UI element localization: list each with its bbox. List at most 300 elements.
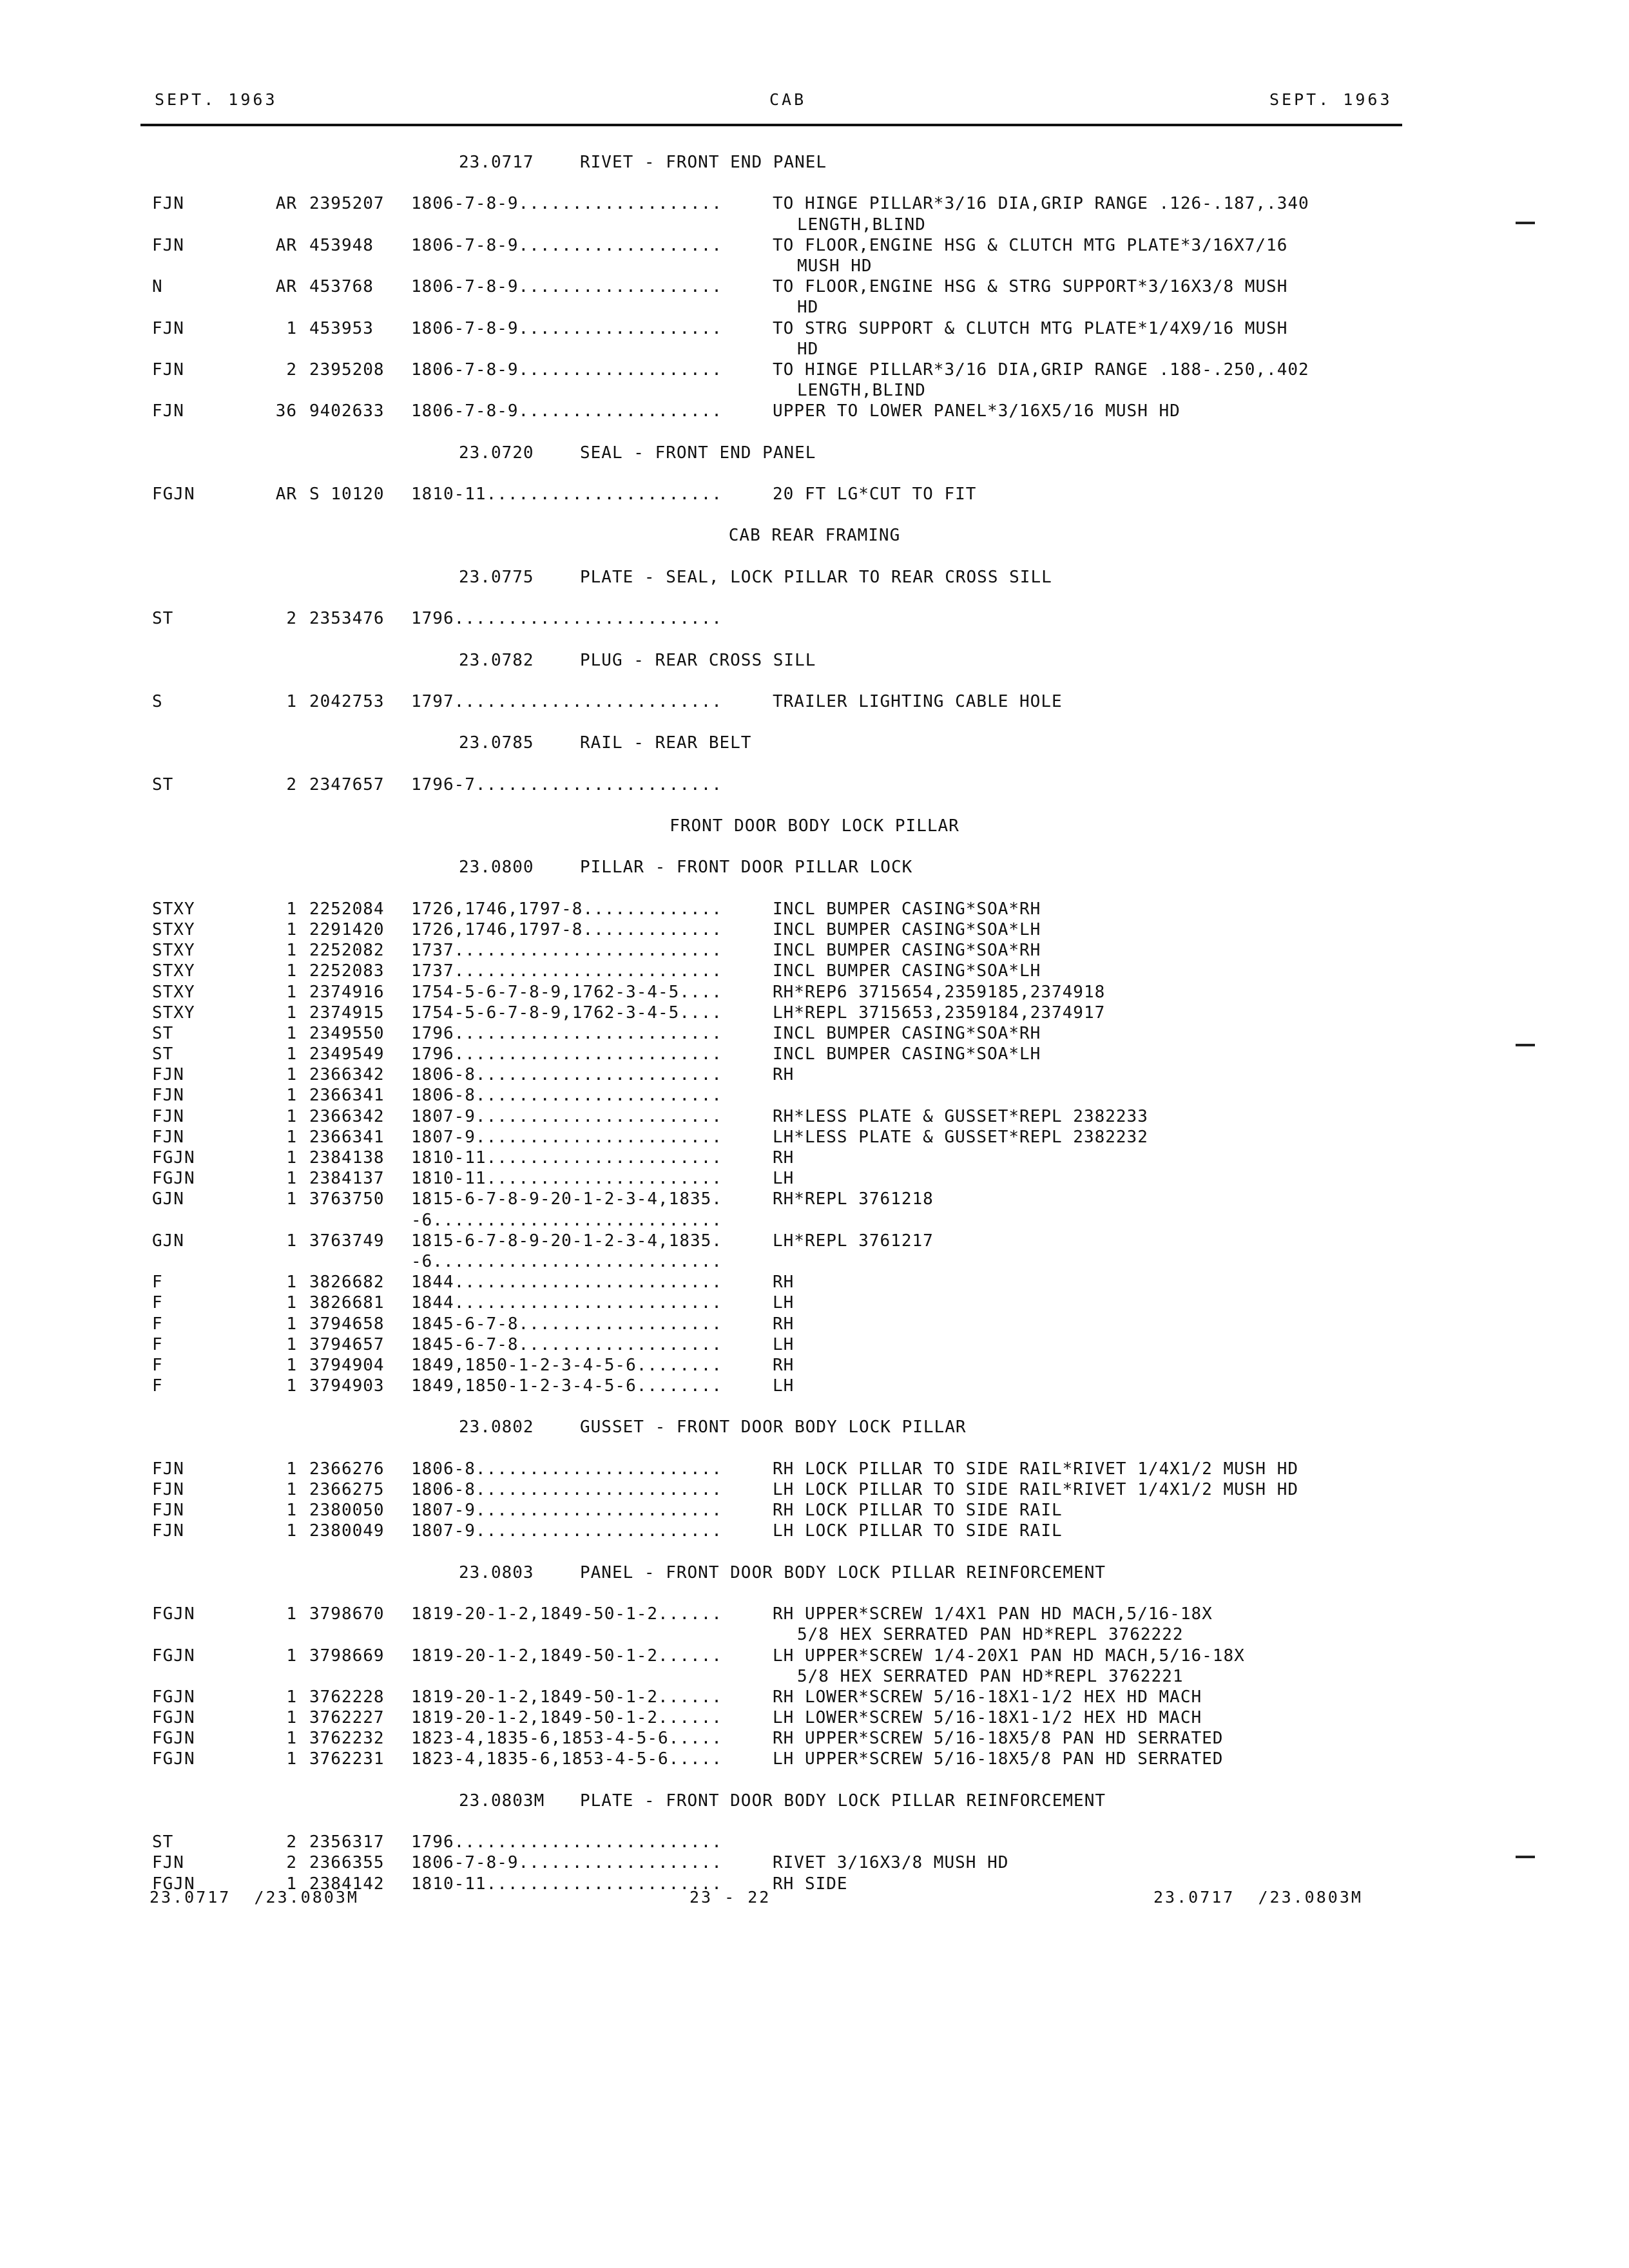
table-row <box>0 608 1629 629</box>
description: TO FLOOR,ENGINE HSG & CLUTCH MTG PLATE*3/16X7/16 <box>773 235 1288 255</box>
table-row <box>0 297 1629 318</box>
quantity: 1 <box>286 1189 297 1209</box>
description: INCL BUMPER CASING*SOA*RH <box>773 1023 1041 1043</box>
table-row <box>0 1376 1629 1396</box>
section-heading: FRONT DOOR BODY LOCK PILLAR <box>670 816 959 836</box>
model-code: FJN <box>152 1853 184 1873</box>
table-row <box>0 1231 1629 1251</box>
table-row <box>0 1852 1629 1873</box>
spacer <box>0 712 1629 733</box>
quantity: 1 <box>286 1749 297 1769</box>
model-code: GJN <box>152 1189 184 1209</box>
table-row <box>0 940 1629 961</box>
model-code: S <box>152 691 163 711</box>
section-number: 23.0775 <box>459 567 534 587</box>
section-title-row <box>0 567 1629 588</box>
section-title: GUSSET - FRONT DOOR BODY LOCK PILLAR <box>580 1418 967 1437</box>
part-number: 2366275 <box>309 1480 385 1499</box>
section-title-row <box>0 650 1629 671</box>
application: 1737......................... <box>411 961 722 981</box>
description-continued: HD <box>797 339 819 359</box>
table-row <box>0 276 1629 297</box>
part-number: 2366355 <box>309 1853 385 1873</box>
section-title: RAIL - REAR BELT <box>580 733 752 753</box>
quantity: 1 <box>286 1314 297 1334</box>
description: LH UPPER*SCREW 5/16-18X5/8 PAN HD SERRATED <box>773 1749 1224 1769</box>
description: RH <box>773 1065 795 1085</box>
application: 1806-7-8-9................... <box>411 277 722 297</box>
description: TO HINGE PILLAR*3/16 DIA,GRIP RANGE .126-.187,.340 <box>773 194 1309 214</box>
application: 1810-11...................... <box>411 1148 722 1168</box>
quantity: 1 <box>286 691 297 711</box>
quantity: 1 <box>286 1355 297 1375</box>
model-code: F <box>152 1334 163 1354</box>
section-heading: CAB REAR FRAMING <box>728 526 901 546</box>
description-continued: 5/8 HEX SERRATED PAN HD*REPL 3762222 <box>797 1625 1184 1645</box>
model-code: FGJN <box>152 1687 195 1707</box>
part-number: 2347657 <box>309 774 385 794</box>
description: INCL BUMPER CASING*SOA*RH <box>773 899 1041 919</box>
table-row <box>0 1314 1629 1334</box>
margin-mark <box>1516 1856 1535 1858</box>
application: 1806-8....................... <box>411 1459 722 1479</box>
application: 1726,1746,1797-8............. <box>411 919 722 939</box>
part-number: 2366342 <box>309 1106 385 1126</box>
description: RH <box>773 1355 795 1375</box>
quantity: 1 <box>286 1127 297 1147</box>
model-code: N <box>152 277 163 297</box>
section-number: 23.0717 <box>459 153 534 172</box>
model-code: ST <box>152 774 174 794</box>
description: LH <box>773 1334 795 1354</box>
model-code: STXY <box>152 919 195 939</box>
table-row <box>0 1666 1629 1687</box>
description-continued: 5/8 HEX SERRATED PAN HD*REPL 3762221 <box>797 1666 1184 1686</box>
table-row <box>0 1251 1629 1272</box>
model-code: STXY <box>152 1003 195 1023</box>
description: RH <box>773 1273 795 1293</box>
model-code: FJN <box>152 1521 184 1541</box>
description: LH LOCK PILLAR TO SIDE RAIL <box>773 1521 1063 1541</box>
part-number: 3794903 <box>309 1376 385 1396</box>
application: 1844......................... <box>411 1293 722 1313</box>
margin-mark <box>1516 1044 1535 1046</box>
model-code: FJN <box>152 360 184 380</box>
description-continued: LENGTH,BLIND <box>797 381 926 401</box>
quantity: 1 <box>286 1065 297 1085</box>
description: LH LOWER*SCREW 5/16-18X1-1/2 HEX HD MACH <box>773 1708 1202 1728</box>
quantity: 2 <box>286 774 297 794</box>
table-row <box>0 318 1629 339</box>
description: RH UPPER*SCREW 1/4X1 PAN HD MACH,5/16-18X <box>773 1604 1213 1624</box>
description: INCL BUMPER CASING*SOA*LH <box>773 1044 1041 1064</box>
description: RH UPPER*SCREW 5/16-18X5/8 PAN HD SERRATED <box>773 1729 1224 1749</box>
description: TO HINGE PILLAR*3/16 DIA,GRIP RANGE .188-.250,.402 <box>773 360 1309 380</box>
part-number: 453948 <box>309 235 374 255</box>
description: RH LOWER*SCREW 5/16-18X1-1/2 HEX HD MACH <box>773 1687 1202 1707</box>
section-title: PLUG - REAR CROSS SILL <box>580 650 816 670</box>
spacer <box>0 671 1629 691</box>
model-code: FJN <box>152 235 184 255</box>
table-row <box>0 401 1629 421</box>
spacer <box>0 878 1629 899</box>
part-number: 2366342 <box>309 1065 385 1085</box>
description: LH*REPL 3761217 <box>773 1231 934 1251</box>
model-code: STXY <box>152 982 195 1002</box>
quantity: 2 <box>286 1853 297 1873</box>
spacer <box>0 588 1629 608</box>
model-code: ST <box>152 1044 174 1064</box>
model-code: F <box>152 1273 163 1293</box>
parts-list <box>0 152 1629 1894</box>
model-code: F <box>152 1293 163 1313</box>
quantity: 2 <box>286 609 297 629</box>
description: LH*LESS PLATE & GUSSET*REPL 2382232 <box>773 1127 1148 1147</box>
application: 1806-7-8-9................... <box>411 318 722 338</box>
quantity: 1 <box>286 982 297 1002</box>
table-row <box>0 899 1629 919</box>
section-number: 23.0785 <box>459 733 534 753</box>
spacer <box>0 753 1629 774</box>
application-continued: -6........................... <box>411 1251 722 1271</box>
application: 1845-6-7-8................... <box>411 1334 722 1354</box>
table-row <box>0 1272 1629 1293</box>
model-code: FJN <box>152 194 184 214</box>
description: RH*REP6 3715654,2359185,2374918 <box>773 982 1106 1002</box>
table-row <box>0 1500 1629 1521</box>
model-code: FJN <box>152 1459 184 1479</box>
application: 1754-5-6-7-8-9,1762-3-4-5.... <box>411 1003 722 1023</box>
spacer <box>0 1438 1629 1459</box>
description: RH <box>773 1148 795 1168</box>
part-number: 2384142 <box>309 1874 385 1894</box>
description: RH*LESS PLATE & GUSSET*REPL 2382233 <box>773 1106 1148 1126</box>
part-number: 3798670 <box>309 1604 385 1624</box>
quantity: 2 <box>286 1832 297 1852</box>
application: 1806-7-8-9................... <box>411 360 722 380</box>
application: 1806-7-8-9................... <box>411 401 722 421</box>
model-code: FJN <box>152 401 184 421</box>
quantity: 1 <box>286 1708 297 1728</box>
application: 1806-7-8-9................... <box>411 1853 722 1873</box>
table-row <box>0 1293 1629 1313</box>
section-title-row <box>0 1417 1629 1437</box>
quantity: 1 <box>286 1334 297 1354</box>
spacer <box>0 1583 1629 1604</box>
quantity: 1 <box>286 1169 297 1189</box>
model-code: F <box>152 1355 163 1375</box>
model-code: FJN <box>152 1127 184 1147</box>
application: 1823-4,1835-6,1853-4-5-6..... <box>411 1729 722 1749</box>
section-number: 23.0800 <box>459 858 534 878</box>
model-code: FGJN <box>152 1874 195 1894</box>
application: 1796......................... <box>411 1023 722 1043</box>
table-row <box>0 1624 1629 1645</box>
header-date-left: SEPT. 1963 <box>155 90 278 109</box>
part-number: 2353476 <box>309 609 385 629</box>
application: 1796-7....................... <box>411 774 722 794</box>
description: INCL BUMPER CASING*SOA*LH <box>773 919 1041 939</box>
application: 1844......................... <box>411 1273 722 1293</box>
quantity: 1 <box>286 941 297 961</box>
model-code: FGJN <box>152 1169 195 1189</box>
application: 1796......................... <box>411 1044 722 1064</box>
spacer <box>0 1770 1629 1791</box>
quantity: 1 <box>286 1646 297 1666</box>
description: RH LOCK PILLAR TO SIDE RAIL*RIVET 1/4X1/2 MUSH HD <box>773 1459 1299 1479</box>
table-row <box>0 1521 1629 1541</box>
section-title-row <box>0 1791 1629 1811</box>
description-continued: HD <box>797 298 819 318</box>
description: UPPER TO LOWER PANEL*3/16X5/16 MUSH HD <box>773 401 1181 421</box>
quantity: 36 <box>275 401 297 421</box>
description-continued: MUSH HD <box>797 256 872 276</box>
quantity: 1 <box>286 1604 297 1624</box>
application: 1806-8....................... <box>411 1480 722 1499</box>
section-number: 23.0802 <box>459 1418 534 1437</box>
table-row <box>0 1044 1629 1064</box>
description: LH UPPER*SCREW 1/4-20X1 PAN HD MACH,5/16-18X <box>773 1646 1245 1666</box>
header-title: CAB <box>769 90 807 109</box>
table-row <box>0 774 1629 795</box>
quantity: 1 <box>286 1148 297 1168</box>
section-title-row <box>0 1562 1629 1583</box>
part-number: 2374915 <box>309 1003 385 1023</box>
quantity: 2 <box>286 360 297 380</box>
table-row <box>0 1148 1629 1168</box>
application: 1815-6-7-8-9-20-1-2-3-4,1835. <box>411 1189 722 1209</box>
application: 1810-11...................... <box>411 1874 722 1894</box>
part-number: 3826681 <box>309 1293 385 1313</box>
part-number: 3763749 <box>309 1231 385 1251</box>
table-row <box>0 1479 1629 1500</box>
part-number: 3762232 <box>309 1729 385 1749</box>
section-title-row <box>0 152 1629 173</box>
model-code: ST <box>152 609 174 629</box>
part-number: 2291420 <box>309 919 385 939</box>
application: 1737......................... <box>411 941 722 961</box>
part-number: 2252084 <box>309 899 385 919</box>
section-title: SEAL - FRONT END PANEL <box>580 443 816 463</box>
application: 1797......................... <box>411 691 722 711</box>
part-number: 2356317 <box>309 1832 385 1852</box>
description: RIVET 3/16X3/8 MUSH HD <box>773 1853 1009 1873</box>
description: INCL BUMPER CASING*SOA*LH <box>773 961 1041 981</box>
quantity: 1 <box>286 1480 297 1499</box>
quantity: 1 <box>286 1874 297 1894</box>
table-row <box>0 1334 1629 1355</box>
part-number: 453768 <box>309 277 374 297</box>
table-row <box>0 1064 1629 1085</box>
model-code: STXY <box>152 941 195 961</box>
application: 1819-20-1-2,1849-50-1-2...... <box>411 1604 722 1624</box>
section-title: RIVET - FRONT END PANEL <box>580 153 827 172</box>
application: 1806-8....................... <box>411 1065 722 1085</box>
quantity: 1 <box>286 919 297 939</box>
table-row <box>0 1106 1629 1127</box>
application: 1823-4,1835-6,1853-4-5-6..... <box>411 1749 722 1769</box>
application: 1849,1850-1-2-3-4-5-6........ <box>411 1376 722 1396</box>
part-number: 2366276 <box>309 1459 385 1479</box>
table-row <box>0 1168 1629 1189</box>
quantity: 1 <box>286 318 297 338</box>
model-code: FJN <box>152 1480 184 1499</box>
table-row <box>0 1728 1629 1749</box>
table-row <box>0 1085 1629 1106</box>
section-title: PANEL - FRONT DOOR BODY LOCK PILLAR REINFORCEMENT <box>580 1562 1106 1582</box>
table-row <box>0 1023 1629 1044</box>
spacer <box>0 836 1629 857</box>
quantity: 1 <box>286 961 297 981</box>
section-title: PLATE - SEAL, LOCK PILLAR TO REAR CROSS SILL <box>580 567 1052 587</box>
application: 1810-11...................... <box>411 485 722 504</box>
description: INCL BUMPER CASING*SOA*RH <box>773 941 1041 961</box>
spacer <box>0 463 1629 484</box>
application: 1806-7-8-9................... <box>411 194 722 214</box>
part-number: 2395208 <box>309 360 385 380</box>
quantity: 1 <box>286 1044 297 1064</box>
application: 1806-8....................... <box>411 1086 722 1106</box>
table-row <box>0 1832 1629 1852</box>
table-row <box>0 193 1629 214</box>
model-code: FGJN <box>152 1148 195 1168</box>
section-title-row <box>0 857 1629 878</box>
application: 1807-9....................... <box>411 1106 722 1126</box>
application: 1807-9....................... <box>411 1501 722 1521</box>
table-row <box>0 1459 1629 1479</box>
spacer <box>0 1811 1629 1832</box>
description: RH LOCK PILLAR TO SIDE RAIL <box>773 1501 1063 1521</box>
table-row <box>0 1127 1629 1148</box>
section-title: PILLAR - FRONT DOOR PILLAR LOCK <box>580 858 913 878</box>
footer-range-right: 23.0717 /23.0803M <box>1153 1888 1363 1907</box>
table-row <box>0 1646 1629 1666</box>
application: 1807-9....................... <box>411 1127 722 1147</box>
table-row <box>0 1707 1629 1728</box>
description: 20 FT LG*CUT TO FIT <box>773 485 977 504</box>
description: RH <box>773 1314 795 1334</box>
quantity: 1 <box>286 1521 297 1541</box>
part-number: 3763750 <box>309 1189 385 1209</box>
part-number: 2395207 <box>309 194 385 214</box>
section-number: 23.0803 <box>459 1562 534 1582</box>
quantity: 1 <box>286 1376 297 1396</box>
spacer <box>0 505 1629 525</box>
model-code: ST <box>152 1832 174 1852</box>
quantity: 1 <box>286 1687 297 1707</box>
quantity: 1 <box>286 1086 297 1106</box>
table-row <box>0 1189 1629 1209</box>
application: 1815-6-7-8-9-20-1-2-3-4,1835. <box>411 1231 722 1251</box>
model-code: F <box>152 1376 163 1396</box>
spacer <box>0 795 1629 816</box>
model-code: STXY <box>152 961 195 981</box>
model-code: FJN <box>152 1501 184 1521</box>
model-code: F <box>152 1314 163 1334</box>
part-number: 2384137 <box>309 1169 385 1189</box>
application: 1806-7-8-9................... <box>411 235 722 255</box>
application: 1754-5-6-7-8-9,1762-3-4-5.... <box>411 982 722 1002</box>
quantity: 1 <box>286 1003 297 1023</box>
application: 1849,1850-1-2-3-4-5-6........ <box>411 1355 722 1375</box>
application: 1819-20-1-2,1849-50-1-2...... <box>411 1708 722 1728</box>
section-title-row <box>0 443 1629 463</box>
model-code: FJN <box>152 1106 184 1126</box>
description: TO FLOOR,ENGINE HSG & STRG SUPPORT*3/16X3/8 MUSH <box>773 277 1288 297</box>
quantity: AR <box>275 277 297 297</box>
quantity: 1 <box>286 899 297 919</box>
application: 1807-9....................... <box>411 1521 722 1541</box>
table-row <box>0 1604 1629 1624</box>
part-number: 453953 <box>309 318 374 338</box>
part-number: 3826682 <box>309 1273 385 1293</box>
quantity: 1 <box>286 1231 297 1251</box>
model-code: GJN <box>152 1231 184 1251</box>
model-code: FJN <box>152 1086 184 1106</box>
spacer <box>0 173 1629 193</box>
quantity: AR <box>275 485 297 504</box>
model-code: FJN <box>152 1065 184 1085</box>
application: 1819-20-1-2,1849-50-1-2...... <box>411 1646 722 1666</box>
description: LH LOCK PILLAR TO SIDE RAIL*RIVET 1/4X1/2 MUSH HD <box>773 1480 1299 1499</box>
table-row <box>0 360 1629 380</box>
part-number: 3762228 <box>309 1687 385 1707</box>
part-number: 3794657 <box>309 1334 385 1354</box>
table-row <box>0 919 1629 940</box>
spacer <box>0 421 1629 442</box>
table-row <box>0 1355 1629 1376</box>
model-code: FGJN <box>152 1708 195 1728</box>
quantity: 1 <box>286 1023 297 1043</box>
part-number: 3762227 <box>309 1708 385 1728</box>
part-number: 2252083 <box>309 961 385 981</box>
application: 1845-6-7-8................... <box>411 1314 722 1334</box>
table-row <box>0 1210 1629 1231</box>
part-number: 2380049 <box>309 1521 385 1541</box>
part-number: 2042753 <box>309 691 385 711</box>
part-number: 2384138 <box>309 1148 385 1168</box>
table-row <box>0 215 1629 235</box>
spacer <box>0 546 1629 567</box>
section-title: PLATE - FRONT DOOR BODY LOCK PILLAR REINFORCEMENT <box>580 1791 1106 1811</box>
quantity: 1 <box>286 1106 297 1126</box>
description: RH SIDE <box>773 1874 848 1894</box>
part-number: 2374916 <box>309 982 385 1002</box>
model-code: ST <box>152 1023 174 1043</box>
section-title-row <box>0 733 1629 753</box>
margin-mark <box>1516 222 1535 224</box>
part-number: 2380050 <box>309 1501 385 1521</box>
table-row <box>0 1687 1629 1707</box>
model-code: FGJN <box>152 1729 195 1749</box>
table-row <box>0 484 1629 505</box>
quantity: 1 <box>286 1273 297 1293</box>
table-row <box>0 691 1629 712</box>
section-number: 23.0803M <box>459 1791 545 1811</box>
part-number: 2366341 <box>309 1127 385 1147</box>
quantity: 1 <box>286 1459 297 1479</box>
table-row <box>0 235 1629 256</box>
description: LH*REPL 3715653,2359184,2374917 <box>773 1003 1106 1023</box>
description: RH*REPL 3761218 <box>773 1189 934 1209</box>
model-code: FJN <box>152 318 184 338</box>
description: TRAILER LIGHTING CABLE HOLE <box>773 691 1063 711</box>
part-number: 2349550 <box>309 1023 385 1043</box>
description-continued: LENGTH,BLIND <box>797 215 926 235</box>
quantity: 1 <box>286 1293 297 1313</box>
part-number: 3794904 <box>309 1355 385 1375</box>
model-code: FGJN <box>152 1646 195 1666</box>
